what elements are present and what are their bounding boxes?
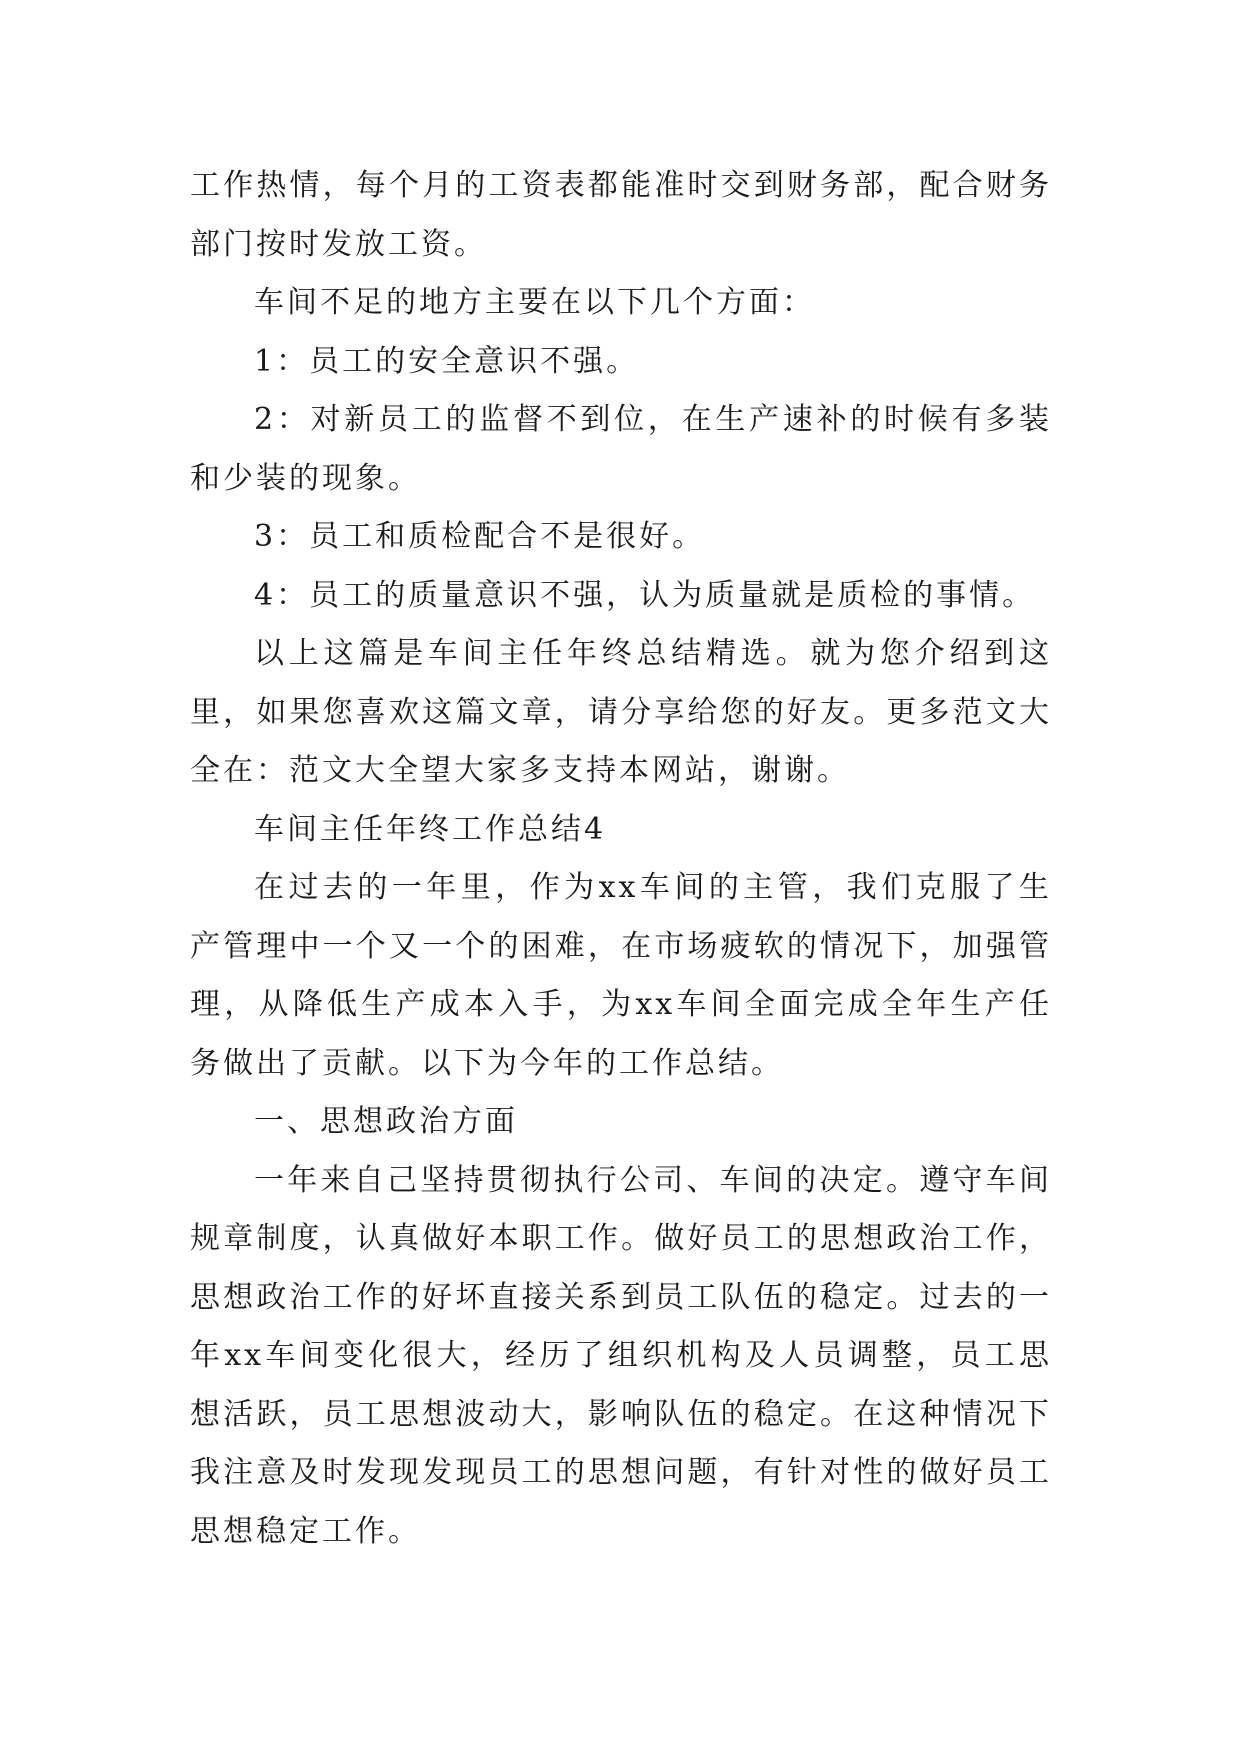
list-item-3: 3：员工和质检配合不是很好。: [254, 519, 706, 554]
paragraph-salary-work: 工作热情，每个月的工资表都能准时交到财务部，配合财务部门按时发放工资。: [190, 168, 1052, 262]
paragraph-closing-note: 以上这篇是车间主任年终总结精选。就为您介绍到这里，如果您喜欢这篇文章，请分享给您的好友。更多范文大全在：范文大全望大家多支持本网站，谢谢。: [190, 636, 1052, 788]
list-item-2: 2：对新员工的监督不到位，在生产速补的时候有多装和少装的现象。: [190, 402, 1052, 496]
document-body: [190, 157, 1052, 1561]
section-title-summary-4: 车间主任年终工作总结4: [254, 811, 607, 847]
paragraph-shortcomings-intro: 车间不足的地方主要在以下几个方面：: [254, 285, 815, 320]
paragraph-ideology-work: 一年来自己坚持贯彻执行公司、车间的决定。遵守车间规章制度，认真做好本职工作。做好员工的思想政治工作，思想政治工作的好坏直接关系到员工队伍的稳定。过去的一年xx车间变化很大，经历了组织机构及人员调整，员工思想活跃，员工思想波动大，影响队伍的稳定。在这种情况下我注意及时发现发现员工的思想问题，有针对性的做好员工思想稳定工作。: [190, 1162, 1052, 1549]
paragraph-past-year: 在过去的一年里，作为xx车间的主管，我们克服了生产管理中一个又一个的困难，在市场疲软的情况下，加强管理，从降低生产成本入手，为xx车间全面完成全年生产任务做出了贡献。以下为今年的工作总结。: [190, 870, 1052, 1081]
section-heading-ideology: 一、思想政治方面: [254, 1104, 518, 1139]
list-item-4: 4：员工的质量意识不强，认为质量就是质检的事情。: [254, 577, 1036, 613]
list-item-1: 1：员工的安全意识不强。: [254, 343, 640, 379]
